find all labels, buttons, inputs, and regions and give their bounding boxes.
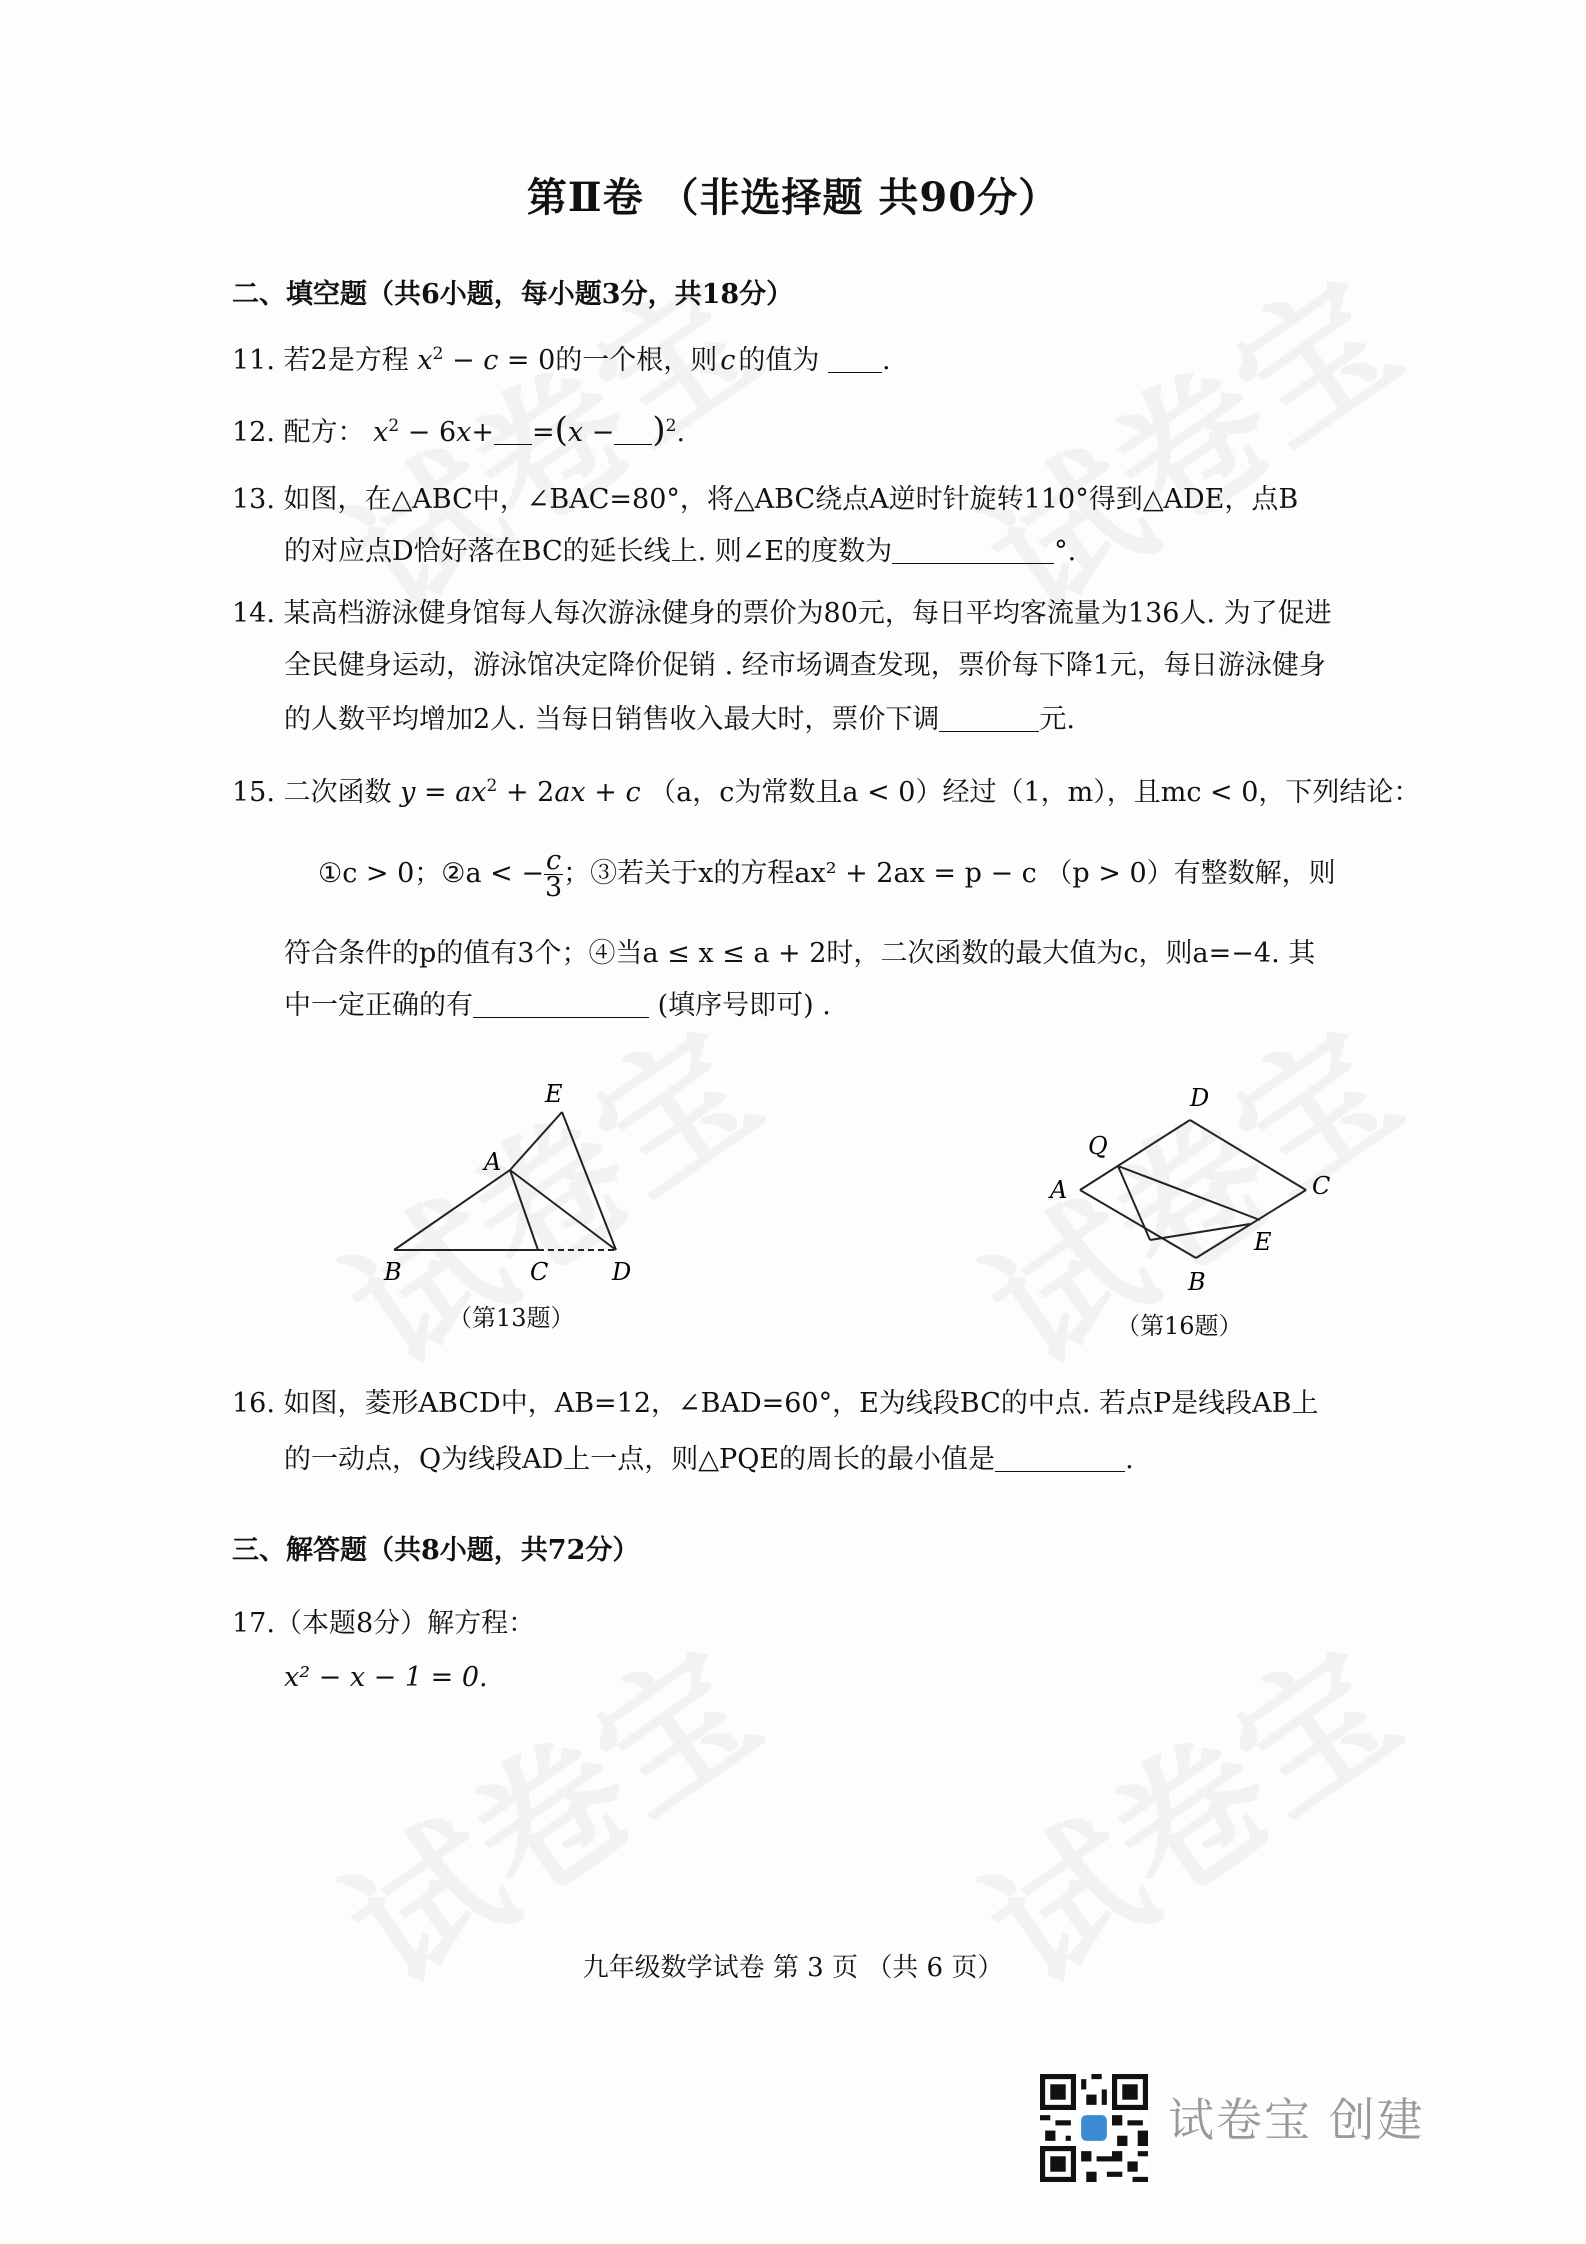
segment-BC bbox=[1196, 1190, 1306, 1258]
question-number: 14. bbox=[232, 598, 275, 629]
fraction: $\frac{c}{3}$ bbox=[544, 845, 563, 903]
label-A: A bbox=[1050, 1176, 1068, 1204]
segment-AE bbox=[510, 1112, 562, 1170]
segment-PE bbox=[1150, 1224, 1250, 1240]
question-13 bbox=[232, 474, 1298, 526]
label-E: E bbox=[545, 1080, 563, 1108]
figure-13-caption: （第13题） bbox=[448, 1304, 575, 1332]
question-text: 的一个根，则 bbox=[555, 345, 718, 376]
question-13-line2: 的对应点D恰好落在BC的延长线上. 则∠E的度数为 °. bbox=[284, 536, 1077, 567]
qr-code-icon bbox=[1040, 2074, 1148, 2182]
segment-AC bbox=[510, 1170, 538, 1250]
label-Q: Q bbox=[1088, 1132, 1108, 1160]
section-heading-solutions: 三、解答题（共8小题，共72分） bbox=[232, 1535, 640, 1566]
question-text: 如图，菱形ABCD中，AB=12，∠BAD=60°，E为线段BC的中点. 若点P是线段AB上 bbox=[283, 1388, 1319, 1419]
segment-QE bbox=[1118, 1166, 1260, 1220]
question-text: 若2是方程 bbox=[283, 345, 409, 376]
question-15-line4: 中一定正确的有 (填序号即可) . bbox=[284, 990, 831, 1021]
answer-blank bbox=[494, 416, 532, 445]
question-number: 15. bbox=[232, 777, 275, 808]
answer-blank bbox=[828, 344, 882, 373]
label-C: C bbox=[530, 1258, 549, 1286]
question-11: 11. 若2是方程 $x^2 - c = 0$的一个根，则 c 的值为 . bbox=[232, 344, 891, 376]
segment-DC bbox=[1190, 1120, 1306, 1190]
question-15-line2: ①c > 0；②a < − $\frac{c}{3}$ ；③若关于x的方程ax² + 2ax = p − c （p > 0）有整数解，则 bbox=[318, 845, 1336, 903]
answer-blank bbox=[892, 535, 1054, 564]
label-C: C bbox=[1312, 1172, 1331, 1200]
question-15: 15. 二次函数 $y = ax^2 + 2ax + c$ （a，c为常数且a < 0）经过（1，m），且mc < 0，下列结论： bbox=[232, 776, 1421, 808]
figure-13-diagram bbox=[370, 1070, 660, 1290]
question-text: 某高档游泳健身馆每人每次游泳健身的票价为80元，每日平均客流量为136人. 为了促进 bbox=[283, 598, 1332, 629]
question-number: 12. bbox=[232, 417, 275, 448]
brand-credit: 试卷宝 创建 bbox=[1168, 2093, 1425, 2147]
label-A: A bbox=[484, 1148, 502, 1176]
equation: x bbox=[417, 345, 433, 376]
label-B: B bbox=[384, 1258, 402, 1286]
question-16 bbox=[232, 1378, 1319, 1430]
question-14 bbox=[232, 588, 1332, 640]
question-12: 12. 配方： $x^2 - 6x+ =(x - )^2$. bbox=[232, 410, 686, 450]
figure-16-diagram bbox=[1040, 1070, 1340, 1300]
label-B: B bbox=[1188, 1268, 1206, 1296]
segment-BA bbox=[394, 1170, 510, 1250]
question-text: 如图，在△ABC中，∠BAC=80°，将△ABC绕点A逆时针旋转110°得到△ADE，点B bbox=[283, 484, 1299, 515]
question-17 bbox=[232, 1598, 535, 1650]
question-number: 17. bbox=[232, 1608, 275, 1639]
answer-blank bbox=[995, 1443, 1125, 1472]
label-D: D bbox=[612, 1258, 632, 1286]
question-text: 的值为 bbox=[738, 345, 820, 376]
question-17-equation: x² − x − 1 = 0. bbox=[284, 1662, 488, 1693]
question-14-line2: 全民健身运动，游泳馆决定降价促销 . 经市场调查发现，票价每下降1元，每日游泳健身 bbox=[284, 650, 1326, 681]
question-15-line3: 符合条件的p的值有3个；④当a ≤ x ≤ a + 2时，二次函数的最大值为c，则a=−4. 其 bbox=[284, 938, 1316, 969]
answer-blank bbox=[614, 416, 652, 445]
label-E: E bbox=[1254, 1228, 1272, 1256]
question-text: （本题8分）解方程： bbox=[274, 1608, 536, 1639]
page-footer: 九年级数学试卷 第 3 页 （共 6 页） bbox=[582, 1953, 1004, 1983]
question-number: 16. bbox=[232, 1388, 275, 1419]
label-D: D bbox=[1190, 1084, 1210, 1112]
question-number: 13. bbox=[232, 484, 275, 515]
page-title: 第Ⅱ卷 （非选择题 共90分） bbox=[526, 174, 1060, 221]
segment-AB bbox=[1080, 1190, 1196, 1258]
section-heading-fill-blank: 二、填空题（共6小题，每小题3分，共18分） bbox=[232, 279, 794, 310]
figure-16-caption: （第16题） bbox=[1116, 1312, 1243, 1340]
answer-blank bbox=[939, 703, 1039, 732]
question-number: 11. bbox=[232, 345, 275, 376]
question-text: 配方： bbox=[283, 417, 365, 448]
question-16-line2: 的一动点，Q为线段AD上一点，则△PQE的周长的最小值是 . bbox=[284, 1444, 1134, 1475]
answer-blank bbox=[473, 989, 649, 1018]
question-14-line3: 的人数平均增加2人. 当每日销售收入最大时，票价下调 元. bbox=[284, 704, 1075, 735]
